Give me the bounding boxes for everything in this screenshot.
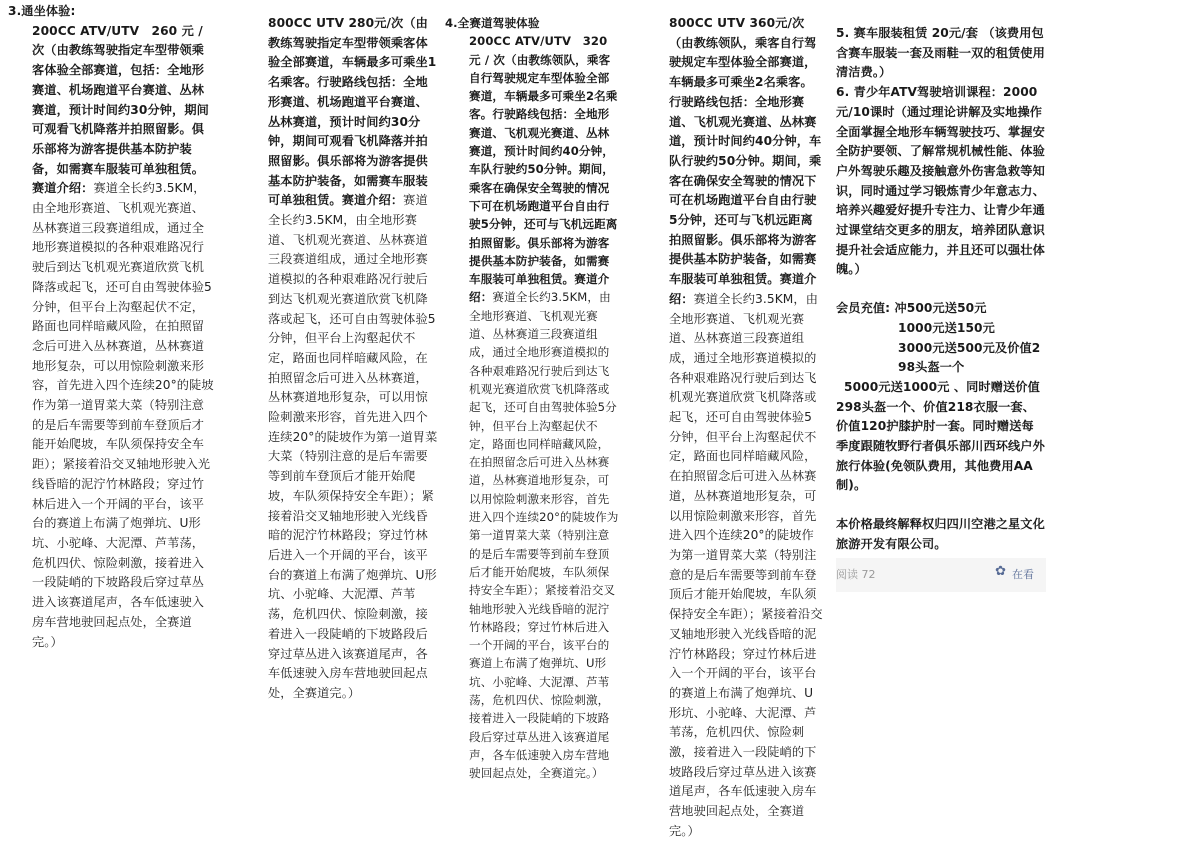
section-heading-3: 3.通坐体验: — [8, 4, 76, 18]
track-intro-label: 赛道介绍： — [669, 272, 817, 306]
column-2 — [244, 0, 438, 700]
track-intro-label: 赛道介绍： — [341, 193, 404, 208]
item-5-clothing-rental: 5. 赛车服装租赁 20元/套 （该费用包含赛车服装一套及雨鞋一双的租赁使用清洁费。） — [836, 26, 1045, 80]
watch-button[interactable]: 在看 — [1012, 568, 1034, 581]
read-count: 阅读 72 — [836, 568, 876, 581]
article-footer — [836, 558, 1046, 592]
section-heading-4: 4.全赛道驾驶体验 — [445, 16, 540, 30]
item-6-youth-training: 6. 青少年ATV驾驶培训课程：2000元/10课时（通过理论讲解及实地操作全面掌握全地形车辆驾驶技巧、掌握安全防护要领、了解常规机械性能、体验户外驾驶乐趣及接触意外伤害急救等知识，同时通过学习锻炼青少年意志力、培养兴趣爱好提升专注力、让青少年通过课堂结交更多的朋友，培养团队意识提升社会适应能力，并且还可以强壮体魄。） — [836, 85, 1045, 277]
recharge-1000: 1000元送150元 — [898, 320, 995, 335]
intro-text: 200CC ATV/UTV 320 元 / 次（由教练领队，乘客自行驾驶规定车型体验全部赛道，车辆最多可乘坐2名乘客。行驶路线包括：全地形赛道、飞机观光赛道、丛林赛道，预计时间约40分钟，车队行驶约50分钟。期间，乘客在确保安全驾驶的情况下可在机场跑道平台自由行驶5分钟，还可与飞机远距离拍照留影。俱乐部将为游客提供基本防护装备，如需赛车服装可单独租赁。 — [469, 34, 618, 287]
utv-800cc-drive-intro — [645, 14, 823, 842]
atv-200cc-drive-intro — [445, 32, 621, 782]
flower-icon[interactable]: ✿ — [995, 564, 1006, 579]
spacer — [836, 280, 1045, 299]
column-4 — [645, 0, 823, 838]
spacer — [836, 496, 1045, 515]
intro-text: 800CC UTV 280元/次（由教练驾驶指定车型带领乘客体验全部赛道，车辆最多可乘坐1名乘客。行驶路线包括：全地形赛道、机场跑道平台赛道、丛林赛道，预计时间约30分钟，期间可观看飞机降落并拍照留影。俱乐部将为游客提供基本防护装备，如需赛车服装可单独租赁。 — [268, 16, 437, 208]
track-intro-label: 赛道介绍： — [469, 272, 610, 305]
track-intro-label: 赛道介绍： — [32, 181, 94, 196]
recharge-3000: 3000元送500元及价值298头盔一个 — [898, 340, 1041, 375]
intro-text: 200CC ATV/UTV 260 元 / 次（由教练驾驶指定车型带领乘客体验全部赛道，包括：全地形赛道、机场跑道平台赛道、丛林赛道，预计时间约30分钟，期间可观看飞机降落并拍照留影。俱乐部将为游客提供基本防护装备，如需赛车服装可单独租赁。 — [32, 23, 209, 176]
recharge-500: 会员充值: 冲500元送50元 — [836, 301, 987, 316]
column-3 — [445, 0, 621, 781]
disclaimer: 本价格最终解释权归四川空港之星文化旅游开发有限公司。 — [836, 517, 1045, 551]
track-intro-text: 赛道全长约3.5KM，由全地形赛道、飞机观光赛道、丛林赛道三段赛道组成，通过全地形赛道模拟的各种艰难路况行驶后到达飞机观光赛道欣赏飞机降落或起飞，还可自由驾驶体验5分钟，但平台上沟壑起伏不定，路面也同样暗藏风险，在拍照留念后可进入丛林赛道，丛林赛道地形复杂，可以用惊险刺激来形容，首先进入四个连续20°的陡坡作为第一道胃菜大菜（特别注意的是后车需要等到前车登顶后才能开始爬坡，车队须保持安全车距）；紧接着沿交叉轴地形驶入光线昏暗的泥泞竹林路段；穿过竹林后进入一个开阔的平台，该平台的赛道上布满了炮弹坑、U形坑、小驼峰、大泥潭、芦苇荡，危机四伏、惊险刺激，接着进入一段陡峭的下坡路段后穿过草丛进入该赛道尾声，各车低速驶入房车营地驶回起点处，全赛道完。） — [669, 291, 823, 838]
recharge-5000: 5000元送1000元 、同时赠送价值298头盔一个、价值218衣服一套、价值120护膝护肘一套。同时赠送每季度跟随牧野行者俱乐部川西环线户外旅行体验(免领队费用，其他费用AA制)。 — [836, 379, 1045, 493]
track-intro-text: 赛道全长约3.5KM，由全地形赛道、飞机观光赛道、丛林赛道三段赛道组成，通过全地形赛道模拟的各种艰难路况行驶后到达飞机观光赛道欣赏飞机降落或起飞，还可自由驾驶体验5分钟，但平台上沟壑起伏不定，路面也同样暗藏风险，在拍照留念后可进入丛林赛道，丛林赛道地形复杂，可以用惊险刺激来形容，首先进入四个连续20°的陡坡作为第一道胃菜大菜（特别注意的是后车需要等到前车登顶后才能开始爬坡，车队须保持安全车距）；紧接着沿交叉轴地形驶入光线昏暗的泥泞竹林路段；穿过竹林后进入一个开阔的平台，该平台的赛道上布满了炮弹坑、U形坑、小驼峰、大泥潭、芦苇荡，危机四伏、惊险刺激，接着进入一段陡峭的下坡路段后穿过草丛进入该赛道尾声，各车低速驶入房车营地驶回起点处，全赛道完。） — [32, 181, 214, 649]
utv-800cc-intro — [244, 14, 438, 704]
intro-text: 800CC UTV 360元/次（由教练领队，乘客自行驾驶规定车型体验全部赛道，车辆最多可乘坐2名乘客。行驶路线包括：全地形赛道、飞机观光赛道、丛林赛道，预计时间约40分钟，车队行驶约50分钟。期间，乘客在确保安全驾驶的情况下可在机场跑道平台自由行驶5分钟，还可与飞机远距离拍照留影。俱乐部将为游客提供基本防护装备，如需赛车服装可单独租赁。 — [669, 16, 822, 287]
column-1 — [8, 0, 216, 675]
track-intro-text: 赛道全长约3.5KM，由全地形赛道、飞机观光赛道、丛林赛道三段赛道组成，通过全地形赛道模拟的各种艰难路况行驶后到达飞机观光赛道欣赏飞机降落或起飞，还可自由驾驶体验5分钟，但平台上沟壑起伏不定，路面也同样暗藏风险，在拍照留念后可进入丛林赛道，丛林赛道地形复杂，可以用惊险刺激来形容，首先进入四个连续20°的陡坡作为第一道胃菜大菜（特别注意的是后车需要等到前车登顶后才能开始爬坡，车队须保持安全车距）；紧接着沿交叉轴地形驶入光线昏暗的泥泞竹林路段；穿过竹林后进入一个开阔的平台，该平台的赛道上布满了炮弹坑、U形坑、小驼峰、大泥潭、芦苇荡，危机四伏、惊险刺激，接着进入一段陡峭的下坡路段后穿过草丛进入该赛道尾声，各车低速驶入房车营地驶回起点处，全赛道完。） — [268, 193, 438, 700]
track-intro-text: 赛道全长约3.5KM，由全地形赛道、飞机观光赛道、丛林赛道三段赛道组成，通过全地形赛道模拟的各种艰难路况行驶后到达飞机观光赛道欣赏飞机降落或起飞，还可自由驾驶体验5分钟，但平台上沟壑起伏不定，路面也同样暗藏风险，在拍照留念后可进入丛林赛道，丛林赛道地形复杂，可以用惊险刺激来形容，首先进入四个连续20°的陡坡作为第一道胃菜大菜（特别注意的是后车需要等到前车登顶后才能开始爬坡，车队须保持安全车距）；紧接着沿交叉轴地形驶入光线昏暗的泥泞竹林路段；穿过竹林后进入一个开阔的平台，该平台的赛道上布满了炮弹坑、U形坑、小驼峰、大泥潭、芦苇荡，危机四伏、惊险刺激，接着进入一段陡峭的下坡路段后穿过草丛进入该赛道尾声，各车低速驶入房车营地驶回起点处，全赛道完。） — [469, 290, 619, 781]
atv-200cc-intro — [8, 22, 216, 653]
